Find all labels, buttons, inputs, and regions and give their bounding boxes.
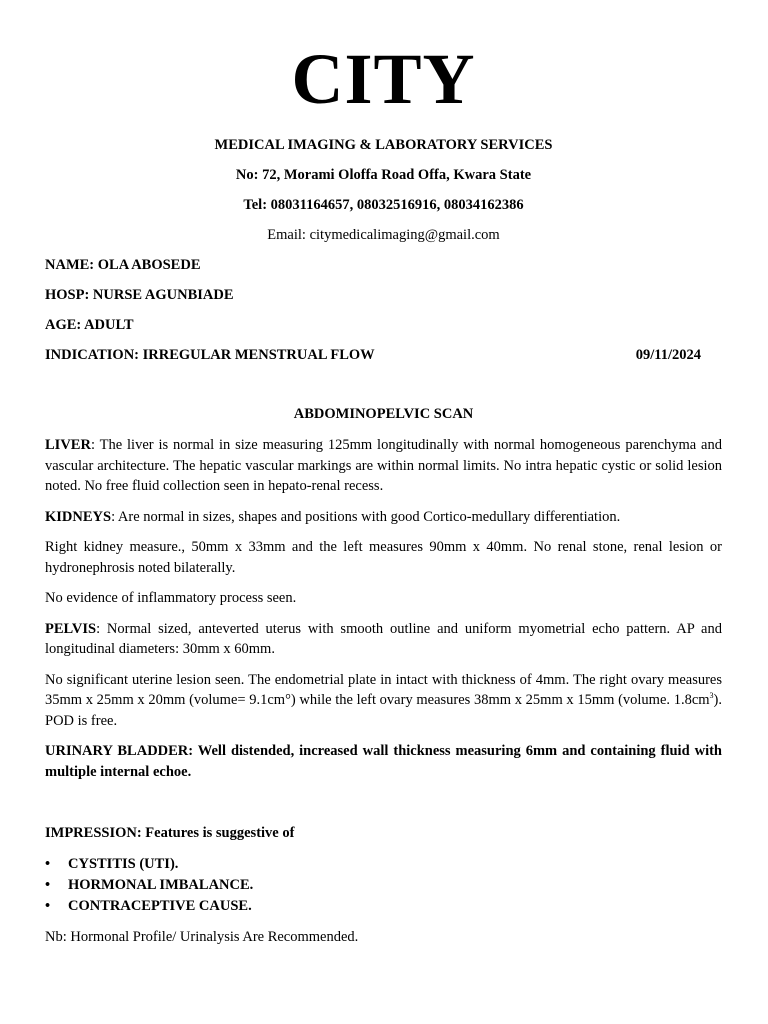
company-phone: Tel: 08031164657, 08032516916, 08034162386 (243, 197, 524, 213)
uterine-finding (45, 670, 722, 732)
company-address: No: 72, Morami Oloffa Road Offa, Kwara State (235, 167, 532, 183)
pelvis-label: PELVIS (45, 620, 97, 637)
company-email: Email: citymedicalimaging@gmail.com (267, 227, 500, 243)
impression-item: • CONTRACEPTIVE CAUSE. (45, 896, 722, 917)
kidneys-text: : Are normal in sizes, shapes and positions with good Cortico-medullary differentiation. (111, 508, 621, 525)
pelvis-text: : Normal sized, anteverted uterus with smooth outline and uniform myometrial echo pattern. AP and longitudinal diameters: 30mm x 60mm. (45, 620, 722, 657)
recommendation-note: Nb: Hormonal Profile/ Urinalysis Are Recommended. (45, 929, 359, 945)
impression-heading: IMPRESSION: Features is suggestive of (45, 825, 295, 841)
liver-label: LIVER (45, 437, 91, 453)
uterine-text: No significant uterine lesion seen. The endometrial plate in intact with thickness of 4mm. The right ovary measures 35mm x 25mm x 20mm (volume= 9.1cm°) while the left ovary measures 38mm x 25mm x 15mm (volume. 1.8cm (45, 671, 722, 708)
liver-finding (45, 435, 722, 497)
company-name: MEDICAL IMAGING & LABORATORY SERVICES (214, 137, 553, 153)
impression-item: • HORMONAL IMBALANCE. (45, 875, 722, 896)
patient-age: AGE: ADULT (45, 317, 134, 333)
uterine-superscript: 3 (709, 691, 714, 701)
bullet-icon: • (45, 877, 51, 893)
patient-info (45, 255, 722, 365)
patient-name: NAME: OLA ABOSEDE (45, 257, 201, 273)
impression-list (45, 854, 722, 917)
scan-title: ABDOMINOPELVIC SCAN (293, 406, 474, 422)
clinic-logo: CITY (291, 39, 476, 119)
inflammatory-finding: No evidence of inflammatory process seen. (45, 590, 297, 606)
bladder-finding: URINARY BLADDER: Well distended, increased wall thickness measuring 6mm and containing fluid with multiple internal echoe. (45, 743, 722, 780)
patient-hospital: HOSP: NURSE AGUNBIADE (45, 287, 234, 303)
liver-text: : The liver is normal in size measuring 125mm longitudinally with normal homogeneous parenchyma and vascular architecture. The hepatic vascular markings are within normal limits. No intra hepatic cystic or solid lesion noted. No free fluid collection seen in hepato-renal recess. (45, 437, 722, 494)
patient-indication: INDICATION: IRREGULAR MENSTRUAL FLOW (45, 347, 375, 363)
kidneys-label: KIDNEYS (45, 508, 112, 525)
bullet-icon: • (45, 856, 51, 872)
report-date: 09/11/2024 (635, 347, 701, 363)
uterine-end: ). POD is free. (45, 692, 722, 729)
bullet-icon: • (45, 898, 51, 914)
impression-item: • CYSTITIS (UTI). (45, 854, 722, 875)
kidneys-measurement: Right kidney measure., 50mm x 33mm and the left measures 90mm x 40mm. No renal stone, renal lesion or hydronephrosis noted bilaterally. (45, 539, 722, 576)
indication-row (45, 345, 722, 365)
pelvis-finding (45, 619, 722, 660)
kidneys-finding (45, 507, 722, 528)
